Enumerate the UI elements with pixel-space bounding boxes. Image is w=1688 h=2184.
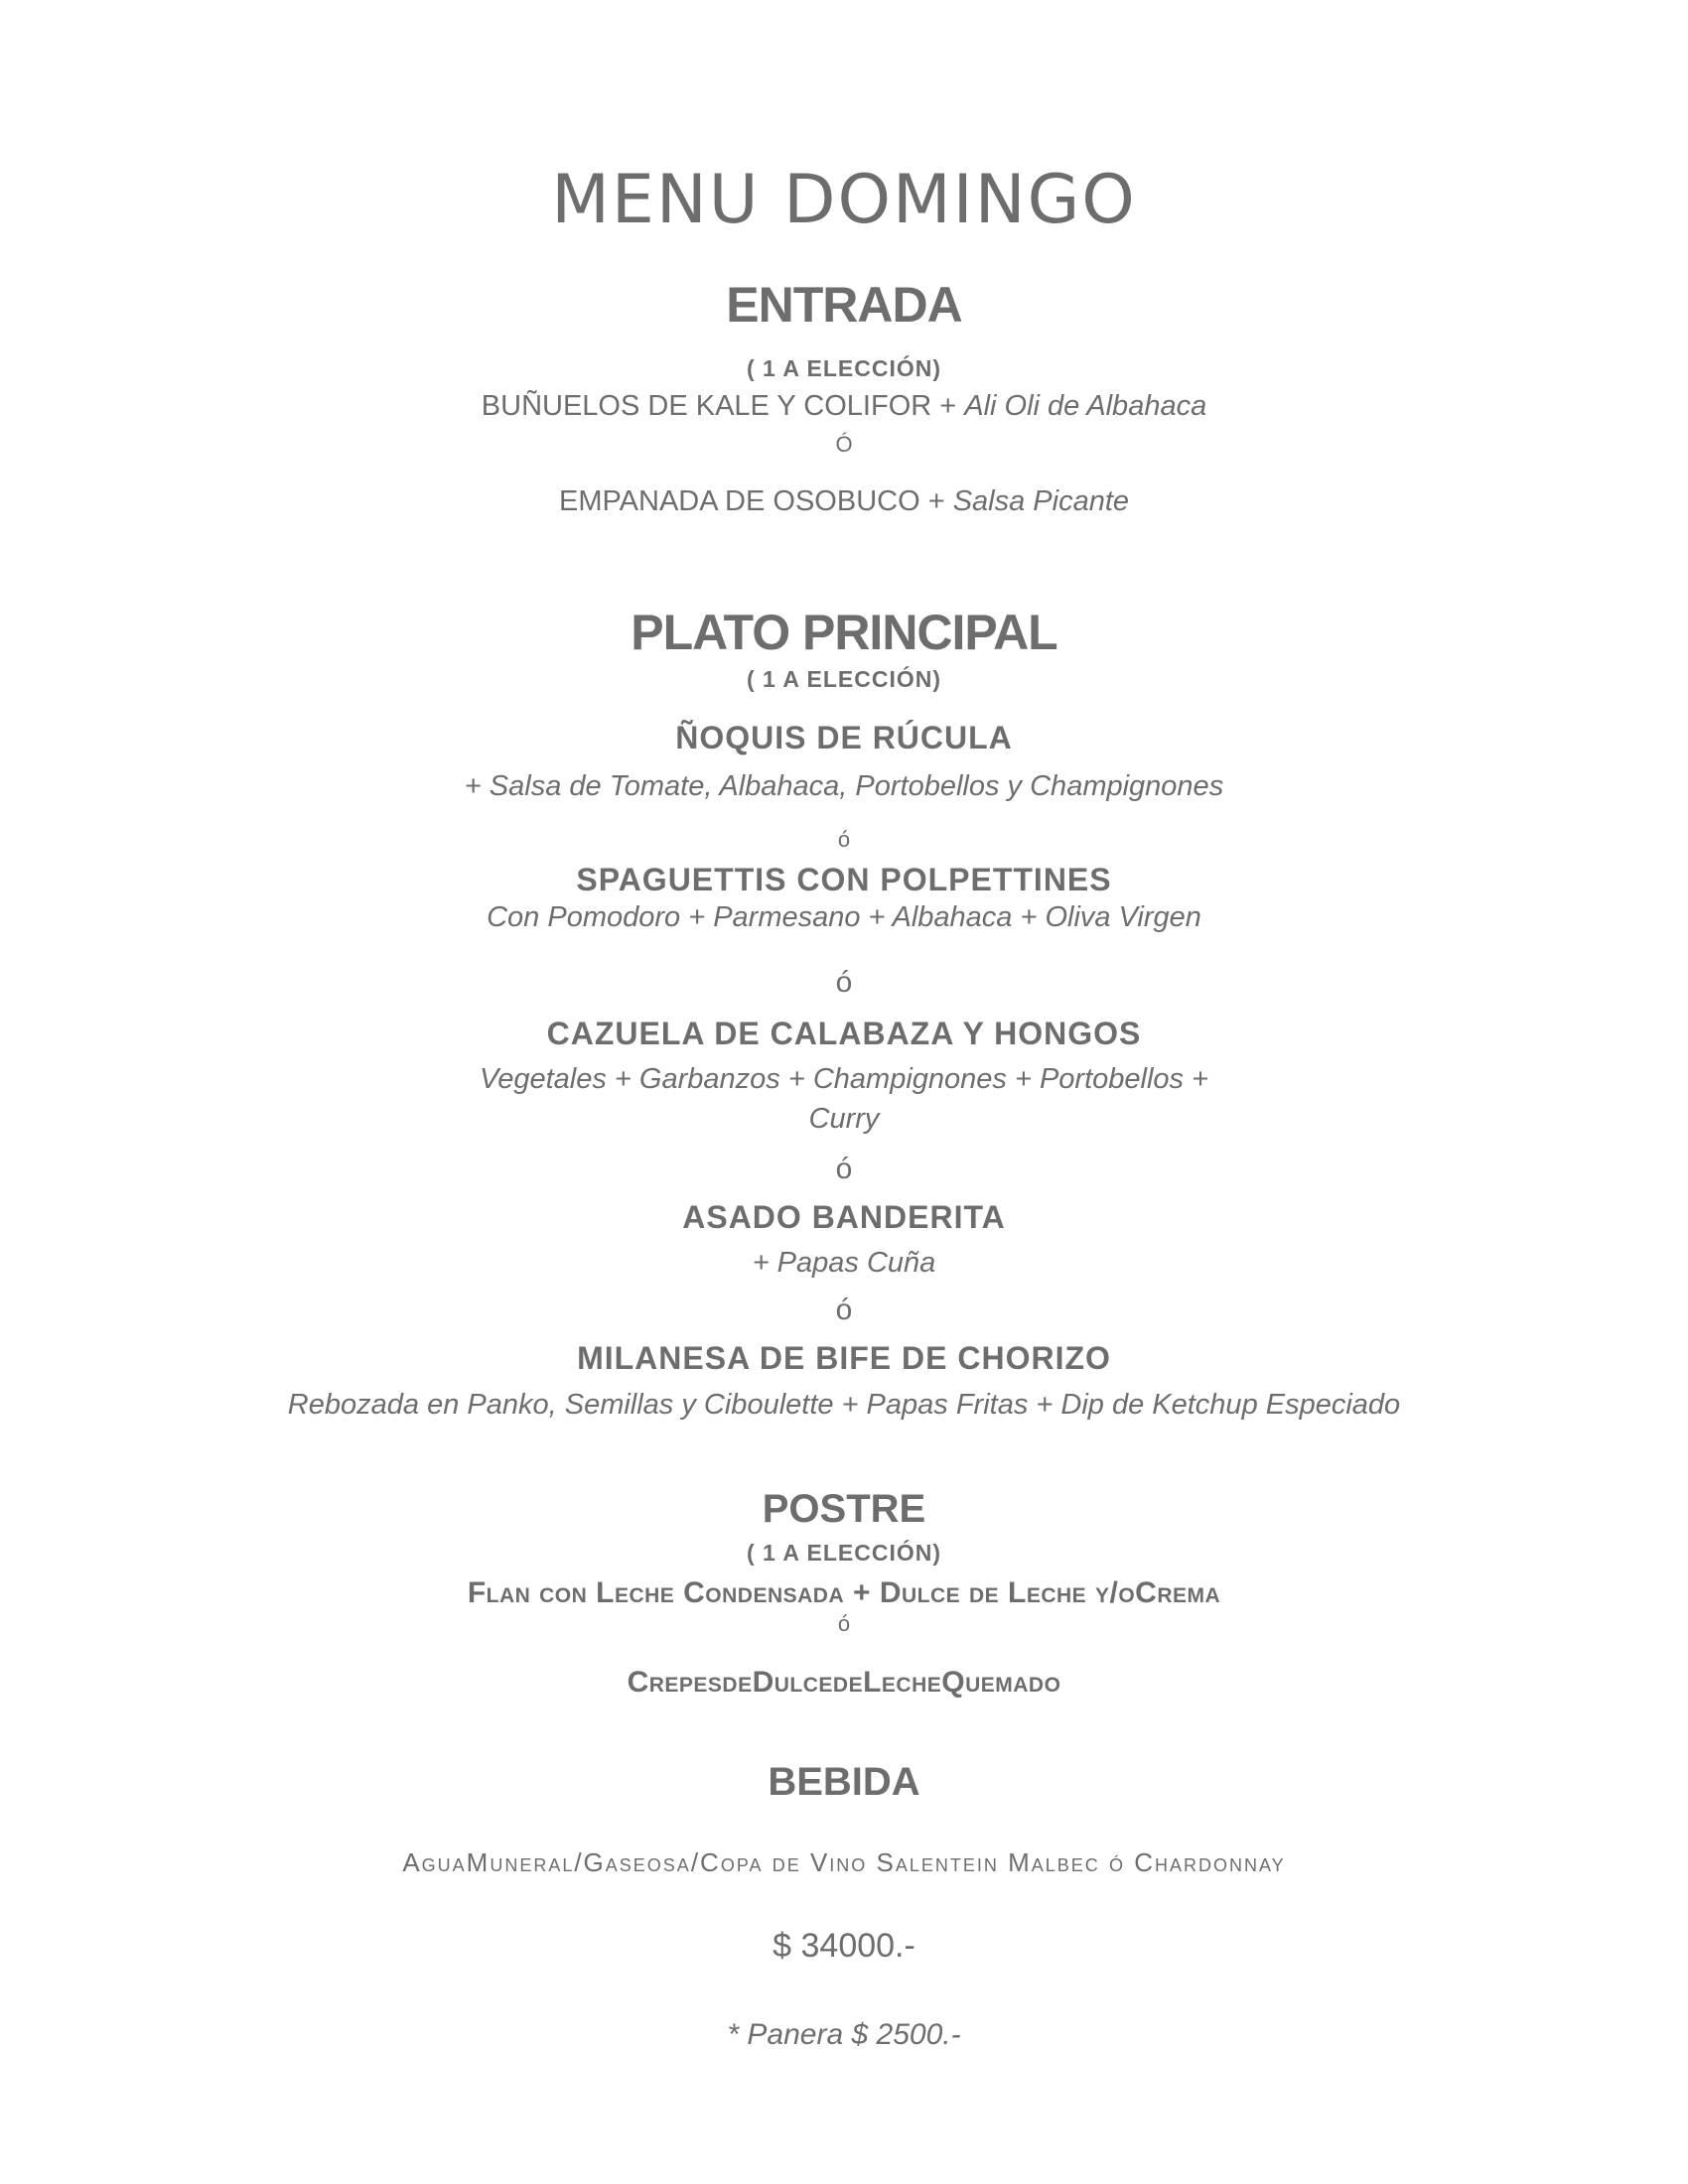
entrada-option-2-sauce: Salsa Picante — [952, 485, 1130, 517]
dish-description: Vegetales + Garbanzos + Champignones + Portobellos + — [479, 1063, 1209, 1095]
dish-description: Con Pomodoro + Parmesano + Albahaca + Oliva Virgen — [487, 901, 1201, 933]
dish-name: ÑOQUIS DE RÚCULA — [675, 720, 1013, 755]
postre-choice-note: ( 1 A ELECCIÓN) — [746, 1540, 942, 1566]
dish-or: ó — [835, 966, 853, 999]
postre-heading: POSTRE — [762, 1487, 926, 1531]
entrada-heading: ENTRADA — [726, 277, 962, 333]
postre-option-1: Flan con Leche Condensada + Dulce de Leche y/oCrema — [467, 1576, 1221, 1609]
entrada-option-2-dish: EMPANADA DE OSOBUCO + — [558, 485, 953, 517]
dish-or: ó — [835, 1153, 853, 1185]
entrada-option-2 — [0, 487, 1688, 516]
dish-or: ó — [837, 827, 851, 852]
dish-name: CAZUELA DE CALABAZA Y HONGOS — [546, 1016, 1142, 1051]
menu-title: MENU DOMINGO — [551, 161, 1137, 239]
dish-description: + Papas Cuña — [752, 1247, 936, 1279]
dish-name: ASADO BANDERITA — [682, 1199, 1006, 1235]
entrada-or: Ó — [835, 432, 853, 457]
postre-option-2: CrepesdeDulcedeLecheQuemado — [627, 1666, 1061, 1699]
principal-heading: PLATO PRINCIPAL — [631, 605, 1057, 660]
dish-description: Rebozada en Panko, Semillas y Ciboulette + Papas Fritas + Dip de Ketchup Especiado — [287, 1389, 1401, 1421]
dish-description-continued: Curry — [808, 1103, 880, 1135]
menu-price: $ 34000.- — [773, 1927, 915, 1965]
dish-name: MILANESA DE BIFE DE CHORIZO — [577, 1340, 1111, 1376]
principal-choice-note: ( 1 A ELECCIÓN) — [746, 666, 942, 692]
dish-description: + Salsa de Tomate, Albahaca, Portobellos y Champignones — [464, 770, 1224, 802]
entrada-choice-note: ( 1 A ELECCIÓN) — [746, 355, 942, 381]
bebida-text: AguaMuneral/Gaseosa/Copa de Vino Salentein Malbec ó Chardonnay — [402, 1847, 1286, 1877]
postre-or: ó — [837, 1611, 851, 1636]
entrada-option-1-dish: BUÑUELOS DE KALE Y COLIFOR + — [481, 390, 965, 422]
panera-note: * Panera $ 2500.- — [727, 2018, 961, 2051]
dish-or: ó — [835, 1294, 853, 1326]
dish-name: SPAGUETTIS CON POLPETTINES — [576, 862, 1112, 897]
entrada-option-1 — [0, 392, 1688, 421]
entrada-option-1-sauce: Ali Oli de Albahaca — [964, 390, 1207, 422]
bebida-heading: BEBIDA — [768, 1760, 920, 1804]
